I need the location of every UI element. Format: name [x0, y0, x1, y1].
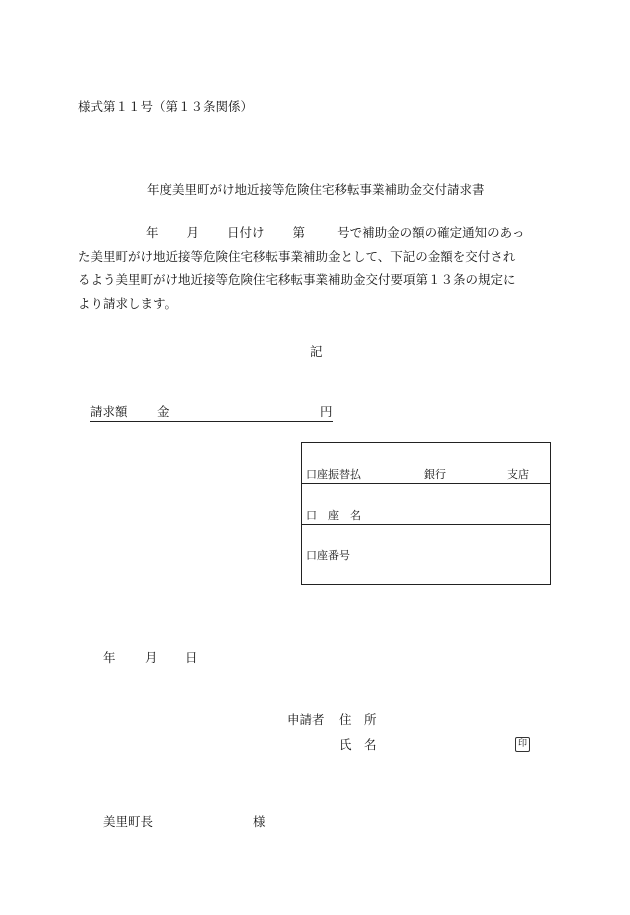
amount-field-underline[interactable] [90, 421, 333, 422]
body-date-suffix: 日付け [227, 225, 265, 240]
name-label: 氏 名 [339, 737, 377, 752]
body-month: 月 [186, 225, 200, 240]
account-number-row[interactable] [302, 525, 550, 584]
account-name-label: 口 座 名 [306, 509, 361, 522]
seal-icon: 印 [515, 737, 530, 752]
body-line-2: た美里町がけ地近接等危険住宅移転事業補助金として、下記の金額を交付され [78, 248, 516, 264]
amount-kin: 金 [157, 404, 170, 419]
body-year: 年 [146, 225, 159, 240]
transfer-label: 口座振替払 [306, 468, 361, 481]
applicant-label: 申請者 [287, 712, 325, 727]
body-line1-rest: 号で補助金の額の確定通知のあっ [337, 225, 525, 240]
recipient-honorific: 様 [253, 814, 266, 829]
amount-yen: 円 [320, 404, 333, 419]
branch-label: 支店 [507, 468, 529, 481]
body-line-1 [78, 221, 564, 245]
bank-account-box [301, 442, 551, 585]
date-month: 月 [145, 650, 158, 665]
date-year: 年 [103, 650, 116, 665]
bank-label: 銀行 [424, 468, 446, 481]
bank-transfer-row[interactable] [302, 443, 550, 484]
date-day: 日 [185, 650, 198, 665]
recipient-mayor: 美里町長 [103, 814, 154, 829]
form-number: 様式第１１号（第１３条関係） [78, 99, 254, 114]
account-name-row[interactable] [302, 484, 550, 525]
amount-label: 請求額 [90, 404, 128, 419]
body-line-3: るよう美里町がけ地近接等危険住宅移転事業補助金交付要項第１３条の規定に [78, 272, 516, 287]
body-line-4: より請求します。 [78, 295, 178, 311]
request-body-text [78, 221, 564, 315]
document-title: 年度美里町がけ地近接等危険住宅移転事業補助金交付請求書 [147, 182, 485, 197]
ki-heading: 記 [310, 344, 323, 359]
body-no-prefix: 第 [292, 225, 306, 240]
account-number-label: 口座番号 [306, 549, 350, 562]
address-label: 住 所 [339, 712, 377, 727]
